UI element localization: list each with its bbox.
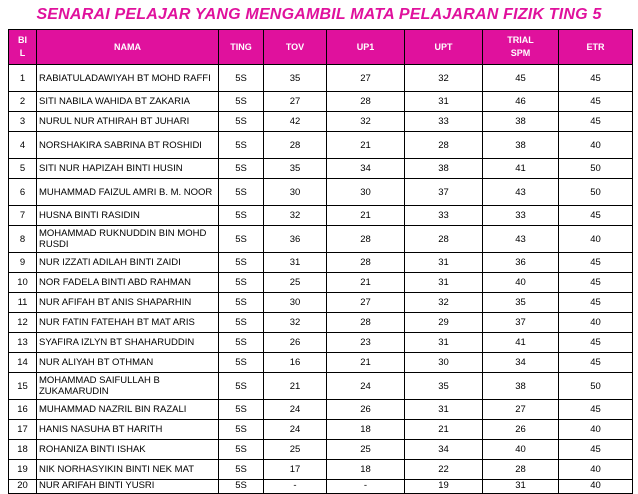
cell-nama: HUSNA BINTI RASIDIN (37, 206, 219, 226)
cell-etr: 45 (559, 400, 633, 420)
cell-etr: 50 (559, 179, 633, 206)
cell-tov: 35 (264, 65, 327, 92)
cell-ting: 5S (219, 293, 264, 313)
cell-trial: 38 (483, 132, 559, 159)
cell-up1: 32 (327, 112, 405, 132)
cell-tov: 25 (264, 440, 327, 460)
cell-nama: NURUL NUR ATHIRAH BT JUHARI (37, 112, 219, 132)
cell-ting: 5S (219, 65, 264, 92)
cell-tov: 35 (264, 159, 327, 179)
cell-bil: 13 (9, 333, 37, 353)
header-ting: TING (219, 30, 264, 65)
cell-bil: 6 (9, 179, 37, 206)
cell-bil: 20 (9, 480, 37, 494)
cell-trial: 45 (483, 65, 559, 92)
header-up1: UP1 (327, 30, 405, 65)
cell-upt: 19 (405, 480, 483, 494)
cell-up1: 34 (327, 159, 405, 179)
table-row (9, 333, 633, 353)
cell-etr: 45 (559, 440, 633, 460)
cell-etr: 45 (559, 65, 633, 92)
cell-upt: 28 (405, 226, 483, 253)
cell-ting: 5S (219, 253, 264, 273)
cell-etr: 40 (559, 460, 633, 480)
cell-bil: 18 (9, 440, 37, 460)
cell-up1: 24 (327, 373, 405, 400)
cell-etr: 45 (559, 206, 633, 226)
cell-nama: MUHAMMAD NAZRIL BIN RAZALI (37, 400, 219, 420)
table-row (9, 206, 633, 226)
cell-bil: 1 (9, 65, 37, 92)
table-row (9, 253, 633, 273)
table-row (9, 273, 633, 293)
cell-up1: 27 (327, 65, 405, 92)
cell-ting: 5S (219, 373, 264, 400)
cell-bil: 12 (9, 313, 37, 333)
cell-bil: 7 (9, 206, 37, 226)
cell-tov: 28 (264, 132, 327, 159)
cell-tov: 25 (264, 273, 327, 293)
cell-bil: 19 (9, 460, 37, 480)
header-upt: UPT (405, 30, 483, 65)
cell-upt: 32 (405, 293, 483, 313)
cell-upt: 31 (405, 253, 483, 273)
cell-ting: 5S (219, 226, 264, 253)
cell-trial: 37 (483, 313, 559, 333)
cell-tov: 30 (264, 293, 327, 313)
cell-nama: MUHAMMAD FAIZUL AMRI B. M. NOOR (37, 179, 219, 206)
cell-trial: 41 (483, 159, 559, 179)
cell-etr: 40 (559, 132, 633, 159)
cell-trial: 38 (483, 373, 559, 400)
cell-upt: 28 (405, 132, 483, 159)
cell-nama: RABIATULADAWIYAH BT MOHD RAFFI (37, 65, 219, 92)
table-row (9, 65, 633, 92)
cell-tov: 32 (264, 206, 327, 226)
cell-up1: 28 (327, 226, 405, 253)
cell-tov: 16 (264, 353, 327, 373)
cell-bil: 11 (9, 293, 37, 313)
cell-ting: 5S (219, 333, 264, 353)
header-trial: TRIAL SPM (483, 30, 559, 65)
cell-upt: 31 (405, 333, 483, 353)
cell-upt: 21 (405, 420, 483, 440)
cell-tov: 21 (264, 373, 327, 400)
cell-up1: 21 (327, 132, 405, 159)
cell-trial: 41 (483, 333, 559, 353)
cell-up1: 27 (327, 293, 405, 313)
cell-bil: 17 (9, 420, 37, 440)
table-row (9, 159, 633, 179)
table-row (9, 480, 633, 494)
cell-tov: 36 (264, 226, 327, 253)
cell-trial: 38 (483, 112, 559, 132)
cell-upt: 31 (405, 92, 483, 112)
cell-etr: 45 (559, 92, 633, 112)
header-tov: TOV (264, 30, 327, 65)
cell-nama: NIK NORHASYIKIN BINTI NEK MAT (37, 460, 219, 480)
cell-upt: 31 (405, 273, 483, 293)
cell-up1: 25 (327, 440, 405, 460)
cell-tov: 30 (264, 179, 327, 206)
cell-bil: 9 (9, 253, 37, 273)
cell-ting: 5S (219, 420, 264, 440)
table-row (9, 440, 633, 460)
cell-bil: 16 (9, 400, 37, 420)
cell-up1: - (327, 480, 405, 494)
cell-ting: 5S (219, 480, 264, 494)
cell-tov: 24 (264, 420, 327, 440)
table-row (9, 373, 633, 400)
cell-tov: - (264, 480, 327, 494)
cell-etr: 45 (559, 293, 633, 313)
cell-upt: 30 (405, 353, 483, 373)
cell-bil: 4 (9, 132, 37, 159)
cell-ting: 5S (219, 460, 264, 480)
table-row (9, 132, 633, 159)
table-row (9, 112, 633, 132)
cell-tov: 26 (264, 333, 327, 353)
table-row (9, 353, 633, 373)
cell-ting: 5S (219, 440, 264, 460)
table-row (9, 460, 633, 480)
cell-upt: 33 (405, 112, 483, 132)
cell-etr: 45 (559, 333, 633, 353)
cell-etr: 45 (559, 353, 633, 373)
cell-bil: 15 (9, 373, 37, 400)
cell-tov: 24 (264, 400, 327, 420)
cell-trial: 34 (483, 353, 559, 373)
cell-upt: 33 (405, 206, 483, 226)
cell-upt: 34 (405, 440, 483, 460)
cell-ting: 5S (219, 400, 264, 420)
cell-bil: 3 (9, 112, 37, 132)
cell-nama: HANIS NASUHA BT HARITH (37, 420, 219, 440)
cell-up1: 26 (327, 400, 405, 420)
cell-etr: 40 (559, 420, 633, 440)
cell-tov: 17 (264, 460, 327, 480)
cell-ting: 5S (219, 273, 264, 293)
cell-etr: 45 (559, 112, 633, 132)
cell-up1: 28 (327, 313, 405, 333)
cell-upt: 35 (405, 373, 483, 400)
cell-upt: 29 (405, 313, 483, 333)
table-row (9, 226, 633, 253)
cell-up1: 28 (327, 253, 405, 273)
cell-nama: ROHANIZA BINTI ISHAK (37, 440, 219, 460)
cell-nama: SITI NABILA WAHIDA BT ZAKARIA (37, 92, 219, 112)
table-row (9, 179, 633, 206)
cell-trial: 26 (483, 420, 559, 440)
cell-etr: 40 (559, 480, 633, 494)
cell-ting: 5S (219, 313, 264, 333)
cell-nama: SITI NUR HAPIZAH BINTI HUSIN (37, 159, 219, 179)
cell-trial: 36 (483, 253, 559, 273)
cell-etr: 50 (559, 159, 633, 179)
cell-ting: 5S (219, 353, 264, 373)
table-row (9, 293, 633, 313)
cell-trial: 31 (483, 480, 559, 494)
cell-nama: MOHAMMAD SAIFULLAH B ZUKAMARUDIN (37, 373, 219, 400)
cell-up1: 28 (327, 92, 405, 112)
student-table (8, 29, 633, 494)
cell-nama: NUR FATIN FATEHAH BT MAT ARIS (37, 313, 219, 333)
cell-tov: 32 (264, 313, 327, 333)
cell-up1: 30 (327, 179, 405, 206)
cell-trial: 40 (483, 273, 559, 293)
cell-up1: 23 (327, 333, 405, 353)
cell-up1: 18 (327, 420, 405, 440)
cell-etr: 40 (559, 313, 633, 333)
cell-nama: NUR AFIFAH BT ANIS SHAPARHIN (37, 293, 219, 313)
cell-trial: 43 (483, 226, 559, 253)
cell-ting: 5S (219, 159, 264, 179)
table-row (9, 313, 633, 333)
page-title: SENARAI PELAJAR YANG MENGAMBIL MATA PELAJARAN FIZIK TING 5 (36, 6, 602, 23)
table-header (9, 30, 633, 65)
header-nama: NAMA (37, 30, 219, 65)
cell-ting: 5S (219, 132, 264, 159)
cell-nama: SYAFIRA IZLYN BT SHAHARUDDIN (37, 333, 219, 353)
cell-trial: 28 (483, 460, 559, 480)
cell-nama: NUR ALIYAH BT OTHMAN (37, 353, 219, 373)
cell-bil: 5 (9, 159, 37, 179)
cell-up1: 21 (327, 353, 405, 373)
table-row (9, 400, 633, 420)
cell-ting: 5S (219, 179, 264, 206)
cell-ting: 5S (219, 112, 264, 132)
table-body (9, 65, 633, 494)
cell-bil: 14 (9, 353, 37, 373)
cell-etr: 45 (559, 273, 633, 293)
cell-nama: NOR FADELA BINTI ABD RAHMAN (37, 273, 219, 293)
cell-tov: 42 (264, 112, 327, 132)
header-bil: BI L (9, 30, 37, 65)
cell-nama: NUR ARIFAH BINTI YUSRI (37, 480, 219, 494)
cell-trial: 33 (483, 206, 559, 226)
cell-trial: 43 (483, 179, 559, 206)
cell-nama: NORSHAKIRA SABRINA BT ROSHIDI (37, 132, 219, 159)
cell-trial: 46 (483, 92, 559, 112)
cell-etr: 50 (559, 373, 633, 400)
cell-nama: MOHAMMAD RUKNUDDIN BIN MOHD RUSDI (37, 226, 219, 253)
cell-trial: 40 (483, 440, 559, 460)
cell-bil: 8 (9, 226, 37, 253)
cell-bil: 2 (9, 92, 37, 112)
cell-upt: 31 (405, 400, 483, 420)
table-row (9, 420, 633, 440)
cell-up1: 21 (327, 206, 405, 226)
cell-upt: 32 (405, 65, 483, 92)
cell-bil: 10 (9, 273, 37, 293)
header-etr: ETR (559, 30, 633, 65)
cell-trial: 35 (483, 293, 559, 313)
cell-tov: 27 (264, 92, 327, 112)
cell-etr: 45 (559, 253, 633, 273)
cell-up1: 21 (327, 273, 405, 293)
cell-nama: NUR IZZATI ADILAH BINTI ZAIDI (37, 253, 219, 273)
cell-upt: 38 (405, 159, 483, 179)
cell-ting: 5S (219, 206, 264, 226)
cell-etr: 40 (559, 226, 633, 253)
cell-ting: 5S (219, 92, 264, 112)
cell-trial: 27 (483, 400, 559, 420)
cell-up1: 18 (327, 460, 405, 480)
cell-upt: 37 (405, 179, 483, 206)
table-row (9, 92, 633, 112)
cell-tov: 31 (264, 253, 327, 273)
cell-upt: 22 (405, 460, 483, 480)
